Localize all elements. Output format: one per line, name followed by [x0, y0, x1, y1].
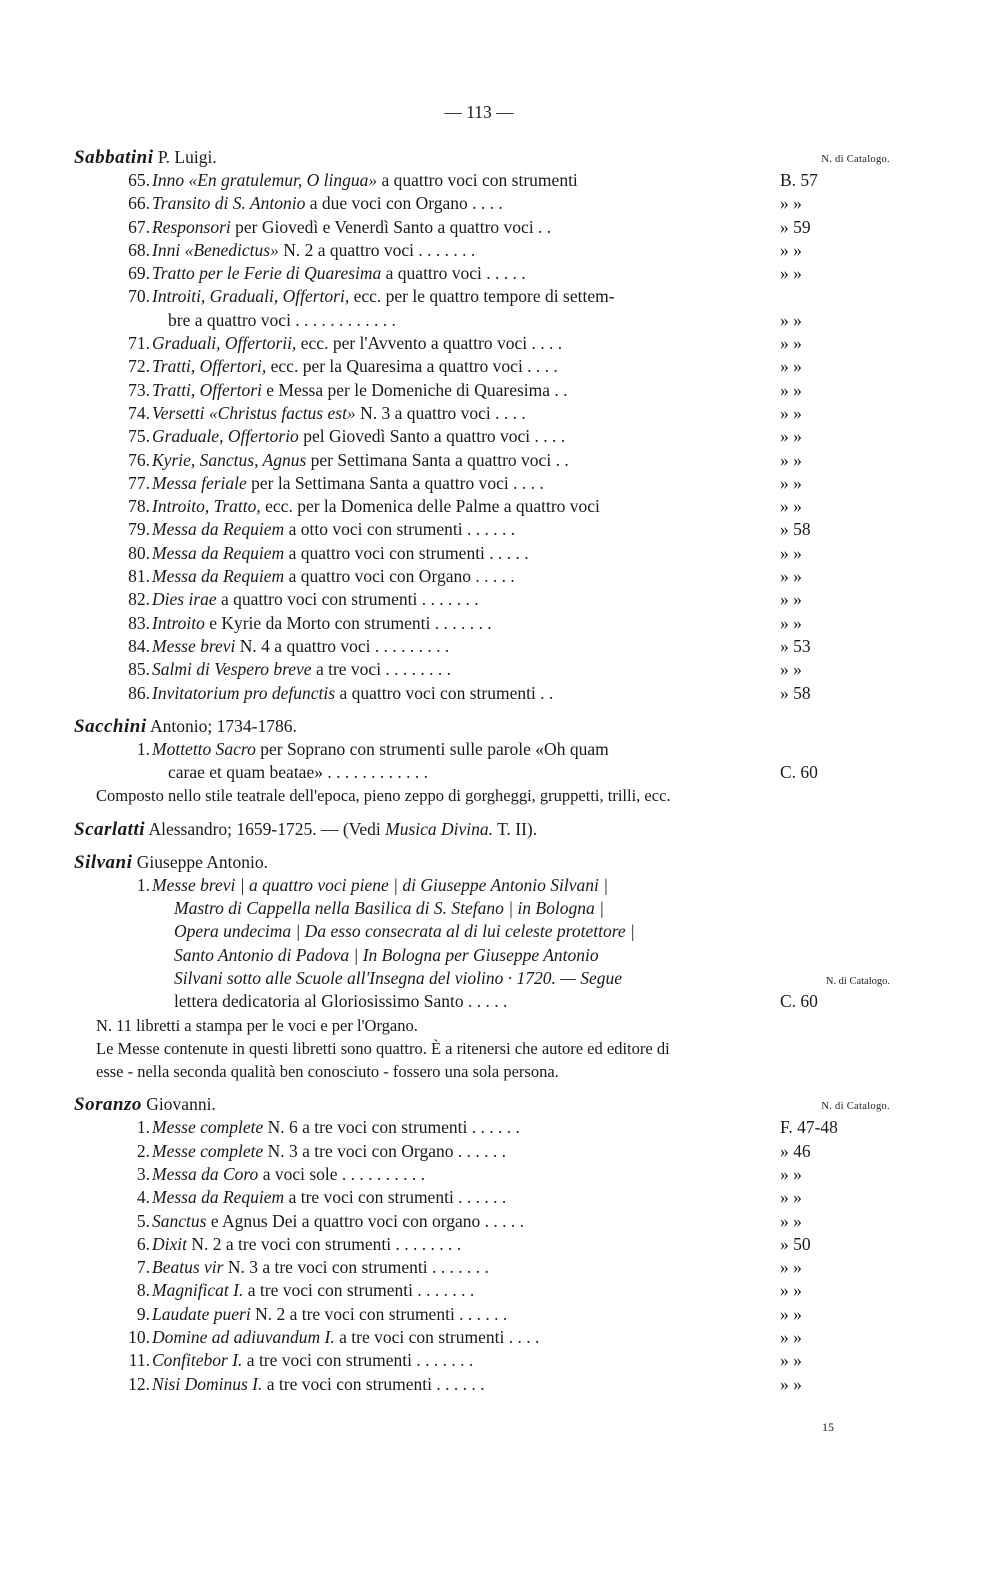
catalog-code: » »: [780, 1257, 802, 1278]
entry-title: Versetti «Christus factus est»: [152, 402, 356, 423]
entry-title: Messa da Requiem: [152, 519, 285, 540]
catalog-code: » »: [780, 193, 802, 214]
entry-number: 82.: [128, 589, 150, 610]
composer-heading: [74, 146, 890, 169]
entry-description: a quattro voci con strumenti . .: [335, 682, 554, 703]
list-item: [74, 658, 890, 681]
entry-title: Tratti, Offertori,: [152, 356, 267, 377]
list-item: [74, 565, 890, 588]
catalog-code: » »: [780, 1327, 802, 1348]
entry-title: Inni «Benedictus»: [152, 239, 279, 260]
list-item: [74, 1326, 890, 1349]
entry-description: N. 3 a tre voci con strumenti . . . . . . .: [223, 1257, 489, 1278]
composer-heading: [74, 851, 890, 874]
catalog-code: F. 47-48: [780, 1117, 838, 1138]
entry-description: e Messa per le Domeniche di Quaresima . .: [261, 379, 568, 400]
entry-title: Messa da Requiem: [152, 1187, 285, 1208]
entry-number: 72.: [128, 356, 150, 377]
entry-number: 3.: [136, 1163, 150, 1184]
entry-number: 5.: [136, 1210, 150, 1231]
catalog-code: » »: [780, 239, 802, 260]
catalog-code: » 59: [780, 216, 811, 237]
catalog-code: » »: [780, 426, 802, 447]
list-item: [74, 635, 890, 658]
catalog-code: » »: [780, 333, 802, 354]
list-item: [74, 425, 890, 448]
entry-number: 10.: [128, 1327, 150, 1348]
list-item: [74, 588, 890, 611]
list-item: [74, 472, 890, 495]
catalog-code: C. 60: [780, 762, 818, 783]
list-item: [74, 612, 890, 635]
list-item: [74, 1233, 890, 1256]
list-item: [74, 332, 890, 355]
entry-number: 85.: [128, 659, 150, 680]
entry-number: 77.: [128, 472, 150, 493]
entry-title: Invitatorium pro defunctis: [152, 682, 336, 703]
catalog-code: » »: [780, 1350, 802, 1371]
entry-number: 83.: [128, 612, 150, 633]
entry-title: Dixit: [152, 1233, 187, 1254]
entry-number: 69.: [128, 263, 150, 284]
entry-description: a tre voci con strumenti . . . . . .: [284, 1187, 507, 1208]
catalog-code: » »: [780, 542, 802, 563]
list-item: [74, 1349, 890, 1372]
composer-info: Giovanni.: [146, 1094, 216, 1115]
list-item: [74, 1140, 890, 1163]
list-item: [74, 1116, 890, 1139]
catalog-code: » 53: [780, 635, 811, 656]
catalog-code: » »: [780, 1303, 802, 1324]
entry-number: 1.: [136, 1117, 150, 1138]
catalog-content: [74, 146, 890, 1396]
list-item: [74, 1210, 890, 1233]
entry-number: 9.: [136, 1303, 150, 1324]
list-item: [74, 169, 890, 192]
cross-reference: Musica Divina.: [385, 818, 494, 839]
catalog-code: » »: [780, 263, 802, 284]
list-item: [74, 1303, 890, 1326]
entry-number: 80.: [128, 542, 150, 563]
entry-title: Beatus vir: [152, 1257, 224, 1278]
entry-number: 65.: [128, 170, 150, 190]
entry-number: 1.: [136, 738, 150, 759]
entry-title: Confitebor I.: [152, 1350, 243, 1371]
title-line: Messe brevi | a quattro voci piene | di Giuseppe Antonio Silvani |: [152, 874, 609, 895]
section-note: N. 11 libretti a stampa per le voci e per l'Organo.: [96, 1015, 418, 1035]
catalog-code: » 58: [780, 682, 811, 703]
catalog-code: » »: [780, 496, 802, 517]
catalog-code: » »: [780, 402, 802, 423]
catalog-column-label: N. di Catalogo.: [821, 154, 890, 165]
catalog-code: » »: [780, 1373, 802, 1394]
composer-info: Alessandro; 1659-1725. — (Vedi: [148, 818, 381, 839]
entry-title: Messa da Requiem: [152, 542, 285, 563]
entry-title: Introiti, Graduali, Offertori,: [152, 286, 350, 307]
entry-number: 79.: [128, 519, 150, 540]
catalog-code: C. 60: [780, 990, 818, 1011]
composer-name: Silvani: [74, 851, 133, 873]
entry-title: Mottetto Sacro: [152, 738, 256, 759]
catalog-code: » »: [780, 566, 802, 587]
composer-section-sacchini: [74, 715, 890, 808]
composer-section-soranzo: [74, 1093, 890, 1396]
entry-description: per la Settimana Santa a quattro voci . . . .: [246, 472, 544, 493]
catalog-code: » »: [780, 472, 802, 493]
entry-title: Magnificat I.: [152, 1280, 244, 1301]
entry-title: Kyrie, Sanctus, Agnus: [152, 449, 307, 470]
catalog-code: » »: [780, 1163, 802, 1184]
composer-section-scarlatti: [74, 818, 890, 841]
entry-title: Graduali, Offertorii,: [152, 333, 297, 354]
entry-description: a quattro voci con strumenti: [377, 170, 578, 190]
catalog-code: » »: [780, 612, 802, 633]
entry-title: Transito di S. Antonio: [152, 193, 306, 214]
list-item: [74, 449, 890, 472]
entry-description: N. 2 a tre voci con strumenti . . . . . . . .: [187, 1233, 462, 1254]
entry-title: Messe brevi: [152, 635, 236, 656]
entry-description: per Soprano con strumenti sulle parole «Oh quam: [255, 738, 609, 759]
list-item: [74, 239, 890, 262]
title-line: Opera undecima | Da esso consecrata al di lui celeste protettore |: [174, 921, 635, 942]
title-line: Mastro di Cappella nella Basilica di S. Stefano | in Bologna |: [174, 898, 604, 919]
entry-title: Salmi di Vespero breve: [152, 659, 312, 680]
list-item: [74, 542, 890, 565]
composer-heading: [74, 715, 890, 738]
list-item: [74, 518, 890, 541]
entry-number: 12.: [128, 1373, 150, 1394]
catalog-code: » 50: [780, 1233, 811, 1254]
entry-description: ecc. per l'Avvento a quattro voci . . . .: [296, 333, 563, 354]
list-item: [74, 1279, 890, 1302]
entry-number: 84.: [128, 635, 150, 656]
entry-number: 74.: [128, 402, 150, 423]
entry-description: ecc. per la Quaresima a quattro voci . . . .: [266, 356, 558, 377]
list-item: [74, 1256, 890, 1279]
entry-number: 8.: [136, 1280, 150, 1301]
entry-description: a tre voci con strumenti . . . .: [334, 1327, 540, 1348]
entry-number: 2.: [136, 1140, 150, 1161]
list-item: [74, 495, 890, 518]
catalog-code: » 58: [780, 519, 811, 540]
page-number: — 113 —: [444, 102, 514, 122]
entry-title: Tratti, Offertori: [152, 379, 262, 400]
catalog-code: » »: [780, 1187, 802, 1208]
entry-continuation: carae et quam beatae» . . . . . . . . . . . .: [168, 762, 428, 783]
entry-description: per Settimana Santa a quattro voci . .: [306, 449, 569, 470]
list-item: [74, 738, 890, 785]
entry-description: a tre voci . . . . . . . .: [311, 659, 452, 680]
catalog-code: » »: [780, 309, 802, 330]
entry-number: 67.: [128, 216, 150, 237]
catalog-code: » »: [780, 589, 802, 610]
composer-heading: [74, 1093, 890, 1116]
entry-number: 73.: [128, 379, 150, 400]
section-note: esse - nella seconda qualità ben conosciuto - fossero una sola persona.: [96, 1062, 559, 1082]
entry-description: a tre voci con strumenti . . . . . .: [262, 1373, 485, 1394]
composer-section-silvani: [74, 851, 890, 1084]
entry-description: a quattro voci . . . . .: [381, 263, 526, 284]
list-item: [74, 285, 890, 332]
entry-description: per Giovedì e Venerdì Santo a quattro voci . .: [230, 216, 552, 237]
catalog-code: B. 57: [780, 170, 818, 190]
entry-description: a tre voci con strumenti . . . . . . .: [243, 1280, 475, 1301]
entry-title: Dies irae: [152, 589, 217, 610]
composer-name: Sabbatini: [74, 147, 154, 168]
title-line: Santo Antonio di Padova | In Bologna per Giuseppe Antonio: [174, 944, 599, 965]
entry-number: 7.: [136, 1257, 150, 1278]
entry-number: 11.: [128, 1350, 150, 1371]
composer-section-sabbatini: [74, 146, 890, 705]
entry-description: N. 2 a quattro voci . . . . . . .: [278, 239, 476, 260]
entry-title: Responsori: [152, 216, 231, 237]
list-item: [74, 1186, 890, 1209]
catalog-code: » »: [780, 659, 802, 680]
entry-list: [74, 1116, 890, 1396]
entry-description: pel Giovedì Santo a quattro voci . . . .: [298, 426, 566, 447]
composer-name: Sacchini: [74, 715, 147, 737]
section-note: Composto nello stile teatrale dell'epoca, pieno zeppo di gorgheggi, gruppetti, trilli, ecc.: [96, 786, 671, 806]
section-note: Le Messe contenute in questi libretti sono quattro. È a ritenersi che autore ed editore di: [96, 1038, 670, 1058]
entry-number: 76.: [128, 449, 150, 470]
entry-description: N. 3 a quattro voci . . . .: [355, 402, 526, 423]
entry-number: 86.: [128, 682, 150, 703]
entry-title: Messa da Requiem: [152, 566, 285, 587]
entry-description: e Kyrie da Morto con strumenti . . . . . . .: [204, 612, 492, 633]
catalog-code: » »: [780, 1280, 802, 1301]
composer-info: Antonio; 1734-1786.: [150, 715, 297, 736]
entry-title: Sanctus: [152, 1210, 207, 1231]
list-item: [74, 216, 890, 239]
catalog-code: » »: [780, 449, 802, 470]
entry-title: Domine ad adiuvandum I.: [152, 1327, 335, 1348]
entry-title: Introito, Tratto,: [152, 496, 261, 517]
entry-title: Laudate pueri: [152, 1303, 251, 1324]
entry-title: Graduale, Offertorio: [152, 426, 299, 447]
entry-description: N. 6 a tre voci con strumenti . . . . . .: [263, 1117, 520, 1138]
composer-info: P. Luigi.: [157, 147, 217, 167]
entry-number: 75.: [128, 426, 150, 447]
entry-title: Introito: [152, 612, 205, 633]
entry-number: 6.: [136, 1233, 150, 1254]
catalog-code: » 46: [780, 1140, 811, 1161]
catalog-code: » »: [780, 1210, 802, 1231]
list-item: [74, 379, 890, 402]
entry-description: N. 2 a tre voci con strumenti . . . . . .: [250, 1303, 508, 1324]
list-item: [74, 682, 890, 705]
entry-number: 81.: [128, 566, 150, 587]
entry-description: a quattro voci con Organo . . . . .: [284, 566, 515, 587]
entry-description: N. 3 a tre voci con Organo . . . . . .: [263, 1140, 506, 1161]
entry-description: ecc. per le quattro tempore di settem-: [349, 286, 615, 307]
entry-title: Messa da Coro: [152, 1163, 259, 1184]
list-item: [74, 402, 890, 425]
entry-title: Inno «En gratulemur, O lingua»: [152, 170, 378, 190]
title-line: lettera dedicatoria al Gloriosissimo Santo . . . . .: [174, 991, 508, 1012]
entry-title: Messe complete: [152, 1117, 264, 1138]
entry-number: 1.: [136, 874, 150, 895]
entry-description: a due voci con Organo . . . .: [305, 193, 503, 214]
entry-description: a otto voci con strumenti . . . . . .: [284, 519, 516, 540]
list-item: [74, 262, 890, 285]
title-line: Silvani sotto alle Scuole all'Insegna del violino · 1720. — Segue: [174, 967, 622, 988]
entry-title: Messa feriale: [152, 472, 247, 493]
entry-list: [74, 169, 890, 705]
entry-number: 68.: [128, 239, 150, 260]
entry-number: 66.: [128, 193, 150, 214]
list-item: [74, 874, 890, 1014]
entry-description: ecc. per la Domenica delle Palme a quattro voci: [260, 496, 600, 517]
entry-description: N. 4 a quattro voci . . . . . . . . .: [235, 635, 450, 656]
catalog-column-label: N. di Catalogo.: [825, 975, 890, 987]
entry-title: Messe complete: [152, 1140, 264, 1161]
cross-reference-end: T. II).: [497, 818, 538, 839]
entry-title: Nisi Dominus I.: [152, 1373, 263, 1394]
catalog-column-label: N. di Catalogo.: [821, 1101, 890, 1113]
entry-number: 70.: [128, 286, 150, 307]
entry-number: 4.: [136, 1187, 150, 1208]
entry-number: 71.: [128, 333, 150, 354]
entry-continuation: bre a quattro voci . . . . . . . . . . . .: [168, 309, 396, 330]
entry-description: a quattro voci con strumenti . . . . . . .: [216, 589, 479, 610]
entry-number: 78.: [128, 496, 150, 517]
catalog-code: » »: [780, 379, 802, 400]
list-item: [74, 355, 890, 378]
entry-description: a quattro voci con strumenti . . . . .: [284, 542, 529, 563]
list-item: [74, 1373, 890, 1396]
list-item: [74, 1163, 890, 1186]
composer-name: Scarlatti: [74, 818, 146, 840]
composer-info: Giuseppe Antonio.: [136, 851, 269, 872]
signature-mark: 15: [822, 1420, 834, 1434]
entry-description: a tre voci con strumenti . . . . . . .: [242, 1350, 474, 1371]
entry-description: e Agnus Dei a quattro voci con organo . . . . .: [206, 1210, 524, 1231]
entry-description: a voci sole . . . . . . . . . .: [258, 1163, 426, 1184]
catalog-code: » »: [780, 356, 802, 377]
composer-heading: [74, 818, 890, 841]
entry-title: Tratto per le Ferie di Quaresima: [152, 263, 382, 284]
composer-name: Soranzo: [74, 1094, 142, 1116]
list-item: [74, 192, 890, 215]
